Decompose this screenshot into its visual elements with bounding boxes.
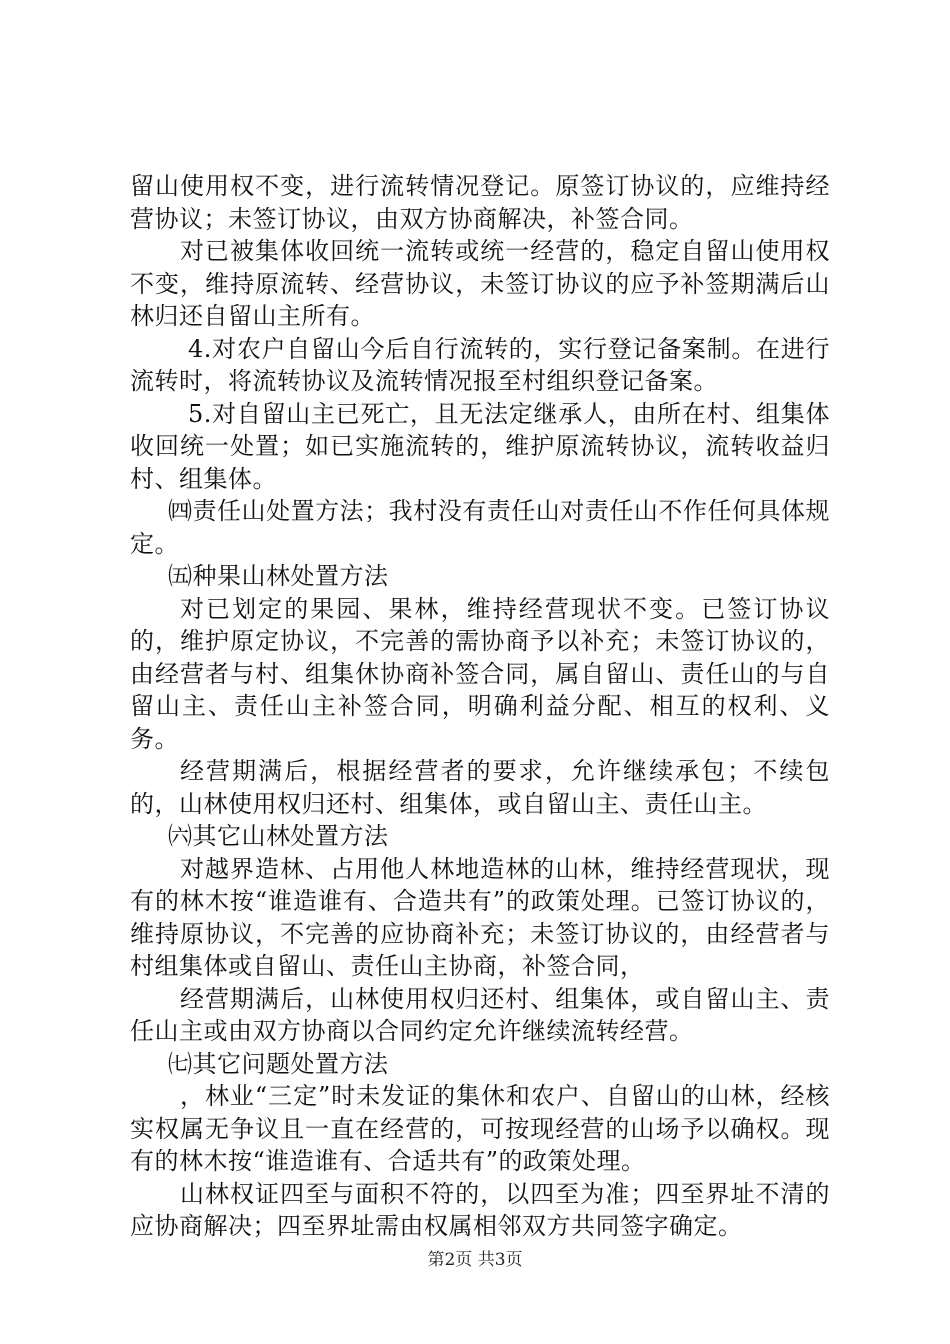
section-heading: ㈦其它问题处置方法 bbox=[168, 1049, 389, 1078]
paragraph: 经营期满后，根据经营者的要求，允许继续承包；不续包的，山林使用权归还村、组集体，或自留山主、责任山主。 bbox=[130, 757, 830, 818]
paragraph: 山林权证四至与面积不符的，以四至为准；四至界址不清的应协商解决；四至界址需由权属相邻双方共同签字确定。 bbox=[130, 1179, 830, 1240]
paragraph: 5.对自留山主已死亡，且无法定继承人，由所在村、组集体收回统一处置；如已实施流转的，维护原流转协议，流转收益归村、组集体。 bbox=[130, 399, 830, 493]
paragraph: 对已被集体收回统一流转或统一经营的，稳定自留山使用权不变，维持原流转、经营协议，未签订协议的应予补签期满后山林归还自留山主所有。 bbox=[130, 237, 830, 330]
paragraph: 对已划定的果园、果林，维持经营现状不变。已签订协议的，维护原定协议，不完善的需协商予以补充；未签订协议的，由经营者与村、组集休协商补签合同，属自留山、责任山的与自留山主、责任山主补签合同，明确利益分配、相互的权利、义务。 bbox=[130, 594, 830, 753]
section-heading: ㈥其它山林处置方法 bbox=[168, 822, 389, 850]
section-heading: ㈤种果山林处置方法 bbox=[168, 562, 389, 590]
paragraph: 留山使用权不变，进行流转情况登记。原签订协议的，应维持经营协议；未签订协议，由双方协商解决，补签合同。 bbox=[130, 172, 830, 233]
page-number-footer: 第2页 共3页 bbox=[427, 1250, 523, 1270]
document-body bbox=[130, 170, 830, 1243]
paragraph: 4.对农户自留山今后自行流转的，实行登记备案制。在进行流转时，将流转协议及流转情况报至村组织登记备案。 bbox=[130, 334, 830, 395]
paragraph: 对越界造林、占用他人林地造林的山林，维持经营现状，现有的林木按“谁造谁有、合造共有”的政策处理。已签订协议的，维持原协议，不完善的应协商补充；未签订协议的，由经营者与村组集体或自留山、责任山主协商，补签合同， bbox=[130, 854, 830, 980]
paragraph: ，林业“三定”时未发证的集休和农户、自留山的山林，经核实权属无争议且一直在经营的，可按现经营的山场予以确权。现有的林木按“谁造谁有、合适共有”的政策处理。 bbox=[130, 1082, 830, 1175]
paragraph: 经营期满后，山林使用权归还村、组集体，或自留山主、责任山主或由双方协商以合同约定允许继续流转经营。 bbox=[130, 984, 830, 1045]
section-heading: ㈣责任山处置方法；我村没有责任山对责任山不作任何具体规定。 bbox=[130, 497, 830, 558]
